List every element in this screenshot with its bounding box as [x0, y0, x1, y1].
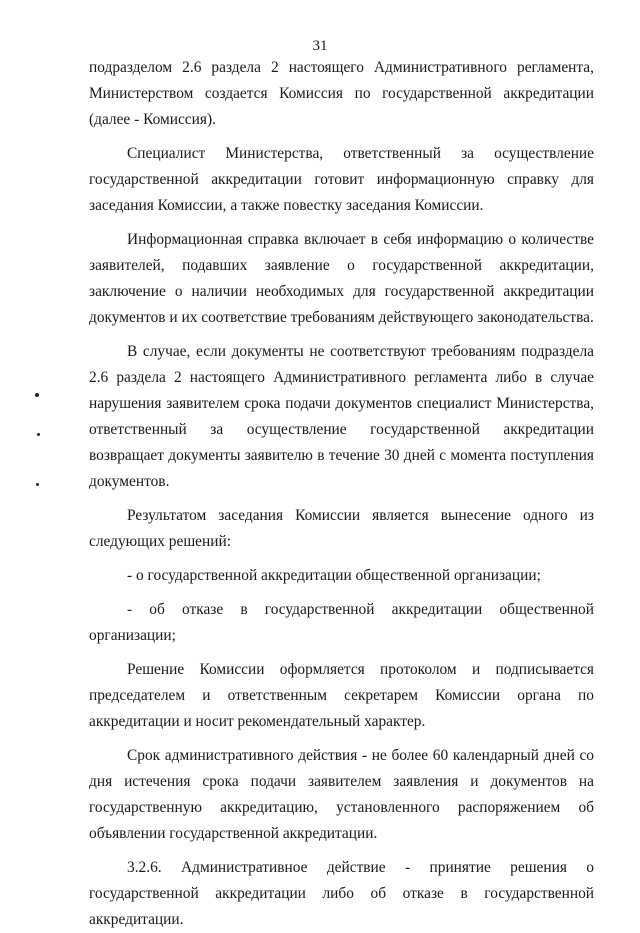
paragraph: Результатом заседания Комиссии является вынесение одного из следующих решений:: [89, 507, 594, 550]
paragraph: Срок административного действия - не более 60 календарный дней со дня истечения срока подачи заявителем заявления и документов на государственную аккредитацию, установленного распоряжением об объявлении государственной аккредитации.: [89, 747, 594, 842]
scan-speck: [36, 483, 39, 486]
body-text: [89, 55, 594, 933]
paragraph: Информационная справка включает в себя информацию о количестве заявителей, подавших заявление о государственной аккредитации, заключение о наличии необходимых для государственной аккредитации документов и их соответствие требованиям действующего законодательства.: [89, 231, 594, 326]
paragraph: подразделом 2.6 раздела 2 настоящего Административного регламента, Министерством создается Комиссия по государственной аккредитации (далее - Комиссия).: [89, 59, 594, 128]
list-item: - о государственной аккредитации общественной организации;: [127, 567, 541, 584]
scan-speck: [37, 433, 40, 436]
list-item: - об отказе в государственной аккредитации общественной организации;: [89, 601, 594, 644]
paragraph: В случае, если документы не соответствуют требованиям подраздела 2.6 раздела 2 настоящего Административного регламента либо в случае нарушения заявителем срока подачи документов специалист Министерства, ответственный за осуществление государственной аккредитации возвращает документы заявителю в течение 30 дней с момента поступления документов.: [89, 343, 594, 490]
section-heading: 3.2.6. Административное действие - принятие решения о государственной аккредитации либо об отказе в государственной аккредитации.: [89, 859, 594, 928]
paragraph: Специалист Министерства, ответственный за осуществление государственной аккредитации готовит информационную справку для заседания Комиссии, а также повестку заседания Комиссии.: [89, 145, 594, 214]
scan-speck: [35, 393, 39, 397]
page-number: 31: [312, 38, 328, 54]
paragraph: Решение Комиссии оформляется протоколом и подписывается председателем и ответственным секретарем Комиссии органа по аккредитации и носит рекомендательный характер.: [89, 661, 594, 730]
